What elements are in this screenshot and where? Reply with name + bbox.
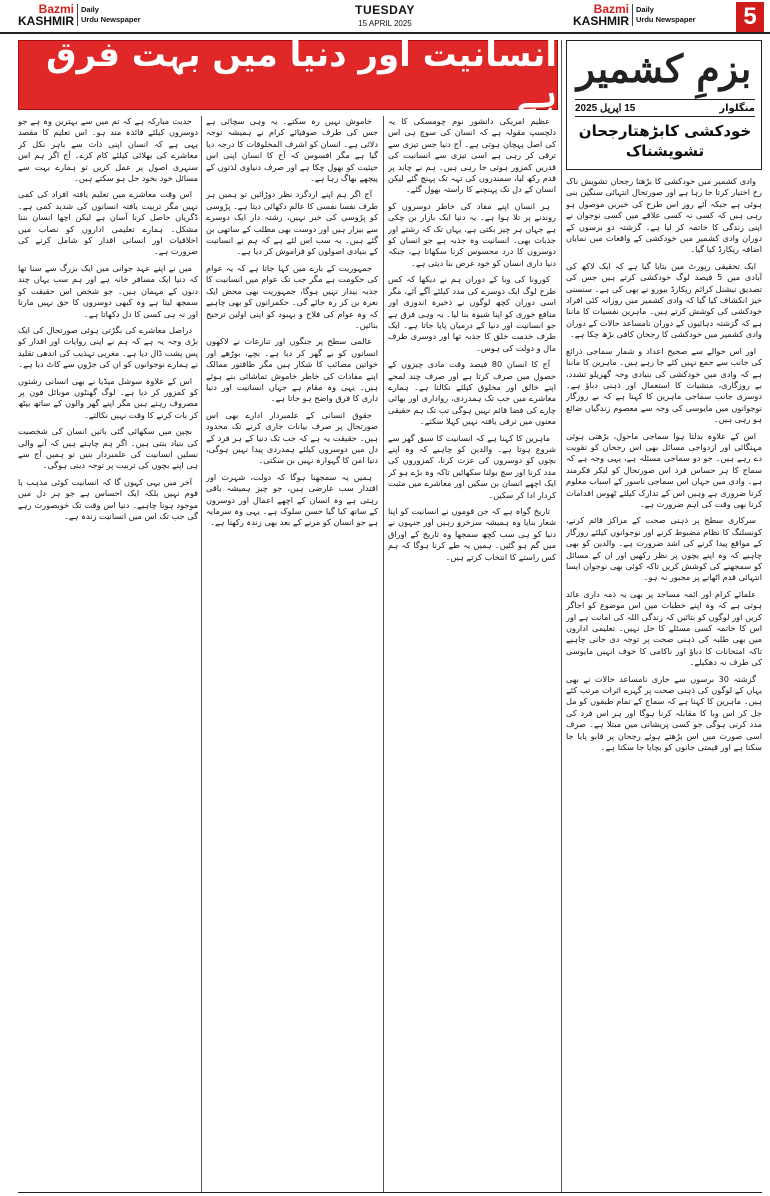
article-column-3 [18,116,198,1191]
editorial-column [566,176,762,1191]
brand-divider [77,4,78,26]
header-date-text: 15 APRIL 2025 [358,19,412,28]
brand-sub-line1: Daily [81,5,99,14]
brand-divider-right [632,4,633,26]
article-paragraph: دراصل معاشرے کی بگڑتی ہوئی صورتحال کی ایک بڑی وجہ یہ ہے کہ ہم نے اپنی روایات اور اقدار کو پس پشت ڈال دیا ہے۔ مغربی تہذیب کی اندھی تقلید نے ہمارے نوجوانوں کو ان کی جڑوں سے کاٹ دیا ہے۔ [18,324,198,370]
editorial-headline: خودکشی کابڑھتارجحان تشویشناک [578,122,752,160]
article-paragraph: عالمی سطح پر جنگوں اور تنازعات نے لاکھوں انسانوں کو بے گھر کر دیا ہے۔ بچے، بوڑھے اور خواتین مصائب کا شکار ہیں مگر طاقتور ممالک اپنے مفادات کی خاطر خاموش تماشائی بنے ہوئے ہیں۔ یہی وہ مقام ہے جہاں انسانیت اور دنیا داری کا فرق واضح ہو جاتا ہے۔ [206,336,378,404]
brand-sub-line2: Urdu Newspaper [81,15,141,24]
brand-line1-right: Bazmi [593,2,629,16]
column-rule [561,40,562,1192]
brand-line1: Bazmi [38,2,74,16]
article-paragraph: آج اگر ہم اپنے اردگرد نظر دوڑائیں تو ہمیں ہر طرف نفسا نفسی کا عالم دکھائی دیتا ہے۔ پڑوسی کو پڑوسی کی خبر نہیں، رشتہ دار ایک دوسرے سے بیزار ہیں اور دوست بھی مطلب کے ساتھی بن گئے ہیں۔ یہ سب اس لئے ہے کہ ہم نے انسانیت کے بنیادی اصولوں کو فراموش کر دیا ہے۔ [206,189,378,257]
column-dateline [575,99,755,117]
brand-subtitle [81,5,141,25]
column-day: منگلوار [719,102,755,114]
editorial-paragraph: علمائے کرام اور ائمہ مساجد پر بھی یہ ذمہ داری عائد ہوتی ہے کہ وہ اپنے خطبات میں اس موضوع کو اجاگر کریں اور لوگوں کو بتائیں کہ زندگی اللہ کی امانت ہے اور اس کا خاتمہ کسی مسئلے کا حل نہیں۔ تعلیمی اداروں میں بھی طلبہ کی ذہنی صحت پر توجہ دی جانی چاہیے تاکہ امتحانات کا دباؤ اور ناکامی کا خوف انہیں مایوسی کی طرف نہ دھکیلے۔ [566,588,762,668]
page-bottom-rule [18,1192,762,1193]
article-paragraph: آخر میں یہی کہوں گا کہ انسانیت کوئی مذہب یا قوم نہیں بلکہ ایک احساس ہے جو ہر دل میں موجود ہونا چاہیے۔ دنیا اس وقت تک خوبصورت رہے گی جب تک اس میں انسانیت زندہ ہے۔ [18,476,198,521]
brand-logo [18,3,74,27]
article-paragraph: اس کے علاوہ سوشل میڈیا نے بھی انسانی رشتوں کو کمزور کر دیا ہے۔ لوگ گھنٹوں موبائل فون پر مصروف رہتے ہیں مگر اپنے گھر والوں کے ساتھ بیٹھ کر بات کرنے کا وقت نہیں نکالتے۔ [18,375,198,420]
article-paragraph: عظیم امریکی دانشور نوم چومسکی کا یہ دلچسپ مقولہ ہے کہ انسان کی سوچ ہی اس کی اصل پہچان ہوتی ہے۔ آج دنیا جس تیزی سے ترقی کر رہی ہے اسی تیزی سے انسانیت کی قدریں کمزور ہوتی جا رہی ہیں۔ ہم نے چاند پر قدم رکھ لیا، سمندروں کی تہہ تک پہنچ گئے لیکن انسان کے دل تک پہنچنے کا راستہ بھول گئے۔ [388,116,556,195]
brand-sub-line2-right: Urdu Newspaper [636,15,696,24]
article-column-1 [388,116,556,1191]
masthead-right [573,3,696,27]
article-paragraph: ہمیں یہ سمجھنا ہوگا کہ دولت، شہرت اور اقتدار سب عارضی ہیں، جو چیز ہمیشہ باقی رہتی ہے وہ انسان کے اچھے اعمال اور دوسروں کے ساتھ کیا گیا حسن سلوک ہے۔ یہی وہ سرمایہ ہے جو انسان کو مرنے کے بعد بھی زندہ رکھتا ہے۔ [206,471,378,528]
editorial-paragraph: وادی کشمیر میں خودکشی کا بڑھتا رجحان تشویش ناک رخ اختیار کرتا جا رہا ہے اور صورتحال انتہائی سنگین بنی ہوئی ہے جبکہ آئے روز اس طرح کی خبریں موصول ہو رہی ہیں کہ کسی نہ کسی علاقے میں کسی نوجوان نے اپنی زندگی کا خاتمہ کر لیا ہے۔ گزشتہ دو برسوں کے دوران وادی کشمیر میں خودکشی کے واقعات میں نمایاں اضافہ ریکارڈ کیا گیا۔ [566,176,762,255]
editorial-paragraph: سرکاری سطح پر ذہنی صحت کے مراکز قائم کرنے، کونسلنگ کا نظام مضبوط کرنے اور نوجوانوں کیلئے روزگار کے مواقع پیدا کرنے کی اشد ضرورت ہے۔ والدین کو بھی چاہیے کہ وہ اپنے بچوں پر نظر رکھیں اور ان کے مسائل کو سمجھنے کی کوشش کریں تاکہ کوئی بھی نوجوان ایسا انتہائی قدم اٹھانے پر مجبور نہ ہو۔ [566,515,762,583]
editorial-paragraph: اس کے علاوہ بدلتا ہوا سماجی ماحول، بڑھتی ہوئی مہنگائی اور ازدواجی مسائل بھی اس رجحان کو تقویت دے رہے ہیں۔ جو دو سماجی مسئلہ ہے، یہی وجہ ہے کہ سماج کا ہر حساس فرد اس صورتحال کو لیکر فکرمند ہے۔ وادی میں جہاں اس سماجی ناسور کے اسباب معلوم کرنا ضروری ہے وہیں اس کے تدارک کیلئے ٹھوس اقدامات کرنا بھی وقت کی اہم ضرورت ہے۔ [566,430,762,509]
article-title: انسانیت اور دنیا میں بہت فرق ہے [46,35,557,116]
article-paragraph: جمہوریت کے بارے میں کہا جاتا ہے کہ یہ عوام کی حکومت ہے مگر جب تک عوام میں انسانیت کا جذبہ بیدار نہیں ہوگا، جمہوریت بھی محض ایک نعرہ بن کر رہ جائے گی۔ حکمرانوں کو بھی چاہیے کہ وہ عوام کی فلاح و بہبود کو اپنی اولین ترجیح بنائیں۔ [206,262,378,330]
page-header [0,0,770,34]
column-title: بزمِ کشمیر [576,46,752,91]
brand-logo-right [573,3,629,27]
article-paragraph: بچپن میں سکھائی گئی باتیں انسان کی شخصیت کی بنیاد بنتی ہیں۔ اگر ہم چاہتے ہیں کہ آنے والی نسلیں انسانیت کی علمبردار بنیں تو ہمیں آج سے ہی اپنے بچوں کی تربیت پر توجہ دینی ہوگی۔ [18,426,198,471]
brand-line2-right: KASHMIR [573,14,629,28]
article-paragraph: اس وقت معاشرے میں تعلیم یافتہ افراد کی کمی نہیں مگر تربیت یافتہ انسانوں کی شدید کمی ہے۔ ڈگریاں حاصل کرنا آسان ہے لیکن اچھا انسان بننا مشکل۔ ہمارے تعلیمی اداروں کو نصاب میں اخلاقیات اور انسانی اقدار کو شامل کرنے کی ضرورت ہے۔ [18,189,198,257]
article-paragraph: حدیث مبارکہ ہے کہ تم میں سے بہترین وہ ہے جو دوسروں کیلئے فائدہ مند ہو۔ اس تعلیم کا مقصد یہی ہے کہ انسان اپنی ذات سے باہر نکل کر معاشرے کی بھلائی کیلئے کام کرے۔ آج اگر ہم اس سنہری اصول پر عمل کریں تو ہمارے بہت سے مسائل خود بخود حل ہو سکتے ہیں۔ [18,116,198,184]
column-head [566,40,762,170]
column-date: 15 اپریل 2025 [575,102,636,114]
page-number-badge: 5 [736,2,764,32]
article-paragraph: کورونا کی وبا کے دوران ہم نے دیکھا کہ کس طرح لوگ ایک دوسرے کی مدد کیلئے آگے آئے، مگر اسی دوران کچھ لوگوں نے ذخیرہ اندوزی اور منافع خوری کو اپنا شیوہ بنا لیا۔ یہ وہی فرق ہے جو انسانیت اور دنیا کے درمیان پایا جاتا ہے۔ ایک طرف خدمت خلق کا جذبہ تھا اور دوسری طرف مال و دولت کی ہوس۔ [388,274,556,353]
header-date [310,3,460,28]
article-paragraph: ہر انسان اپنے مفاد کی خاطر دوسروں کو روندنے پر تلا ہوا ہے۔ یہ دنیا ایک بازار بن چکی ہے جہاں ہر چیز بکتی ہے، یہاں تک کہ رشتے اور جذبات بھی۔ انسانیت وہ جذبہ ہے جو انسان کو دوسروں کا درد محسوس کرنا سکھاتا ہے، جبکہ دنیا داری انسان کو خود غرض بنا دیتی ہے۔ [388,200,556,268]
editorial-paragraph: ایک تحقیقی رپورٹ میں بتایا گیا ہے کہ ایک لاکھ کی آبادی میں 5 فیصد لوگ خودکشی کرتے ہیں جس کی تصدیق نیشنل کرائم ریکارڈ بیورو نے بھی کی ہے۔ سنسنی خیز انکشاف کیا گیا کہ وادی کشمیر میں روزانہ کئی افراد خودکشی کی کوشش کرتے ہیں۔ ماہرین نفسیات کا ماننا ہے کہ گزشتہ دہائیوں کے دوران نامساعد حالات کے دوران وادی کشمیر میں خودکشی کا رجحان کافی بڑھ چکا ہے۔ [566,260,762,340]
editorial-paragraph: اور اس حوالے سے صحیح اعداد و شمار سماجی ذرائع کی جانب سے جمع نہیں کئے جا رہے ہیں۔ ماہرین کا ماننا ہے کہ وادی میں خودکشی کی بنیادی وجہ گھریلو تشدد، بے روزگاری، منشیات کا استعمال اور ذہنی دباؤ ہے۔ دوسری جانب سماجی ماہرین کا کہنا ہے کہ بے روزگار نوجوانوں میں مایوسی کی وجہ سے معصوم زندگیاں ضائع ہو رہی ہیں۔ [566,345,762,425]
header-day: TUESDAY [355,3,415,17]
article-paragraph: تاریخ گواہ ہے کہ جن قوموں نے انسانیت کو اپنا شعار بنایا وہ ہمیشہ سرخرو رہیں اور جنہوں نے دنیا کو ہی سب کچھ سمجھا وہ تاریخ کے اوراق میں گم ہو گئیں۔ ہمیں یہ طے کرنا ہوگا کہ ہم کس راستے کا انتخاب کرتے ہیں۔ [388,506,556,562]
article-paragraph: آج کا انسان 80 فیصد وقت مادی چیزوں کے حصول میں صرف کرتا ہے اور صرف چند لمحے اپنے خالق اور مخلوق کیلئے نکالتا ہے۔ ہمارے معاشرے میں جب تک ہمدردی، رواداری اور بھائی چارے کی فضا قائم نہیں ہوگی تب تک ہم حقیقی معنوں میں ترقی یافتہ نہیں کہلا سکتے۔ [388,359,556,427]
column-rule [201,116,202,1192]
article-paragraph: حقوق انسانی کے علمبردار ادارے بھی اس صورتحال پر صرف بیانات جاری کرنے تک محدود ہیں۔ حقیقت یہ ہے کہ جب تک دنیا کے ہر فرد کے دل میں دوسروں کیلئے ہمدردی پیدا نہیں ہوگی، دنیا امن کا گہوارہ نہیں بن سکتی۔ [206,409,378,466]
article-banner [18,35,558,116]
brand-subtitle-right [636,5,696,25]
brand-line2: KASHMIR [18,14,74,28]
masthead-left [18,3,141,27]
column-rule [383,116,384,1192]
article-paragraph: خاموش نہیں رہ سکتے۔ یہ وہی سچائی ہے جس کی طرف صوفیائے کرام نے ہمیشہ توجہ دلائی ہے۔ انسان کو اشرف المخلوقات کا درجہ دیا گیا ہے مگر افسوس کہ آج کا انسان اپنی اس حیثیت کو بھول چکا ہے اور صرف دنیاوی لذتوں کے پیچھے بھاگ رہا ہے۔ [206,116,378,184]
article-paragraph: ماہرین کا کہنا ہے کہ انسانیت کا سبق گھر سے شروع ہوتا ہے۔ والدین کو چاہیے کہ وہ اپنے بچوں کو دوسروں کی عزت کرنا، کمزوروں کی مدد کرنا اور سچ بولنا سکھائیں تاکہ وہ بڑے ہو کر ایک اچھے انسان بن سکیں اور معاشرے میں مثبت کردار ادا کر سکیں۔ [388,432,556,500]
article-paragraph: میں نے اپنے عہد جوانی میں ایک بزرگ سے سنا تھا کہ دنیا ایک مسافر خانہ ہے اور ہم سب یہاں چند دنوں کے مہمان ہیں۔ جو شخص اس حقیقت کو سمجھ لیتا ہے وہ کبھی دوسروں کا حق نہیں مارتا اور نہ ہی کسی کا دل دکھاتا ہے۔ [18,262,198,319]
brand-sub-line1-right: Daily [636,5,654,14]
editorial-paragraph: گزشتہ 30 برسوں سے جاری نامساعد حالات نے بھی یہاں کے لوگوں کی ذہنی صحت پر گہرے اثرات مرتب کئے ہیں۔ ماہرین کا کہنا ہے کہ سماج کے تمام طبقوں کو مل جل کر اس وبا کا مقابلہ کرنا ہوگا اور ہر اس فرد کی مدد کرنی ہوگی جو کسی پریشانی میں مبتلا ہے۔ صرف اسی صورت میں اس بڑھتے ہوئے رجحان پر قابو پایا جا سکتا ہے اور قیمتی جانوں کو بچایا جا سکتا ہے۔ [566,673,762,753]
article-column-2 [206,116,378,1191]
